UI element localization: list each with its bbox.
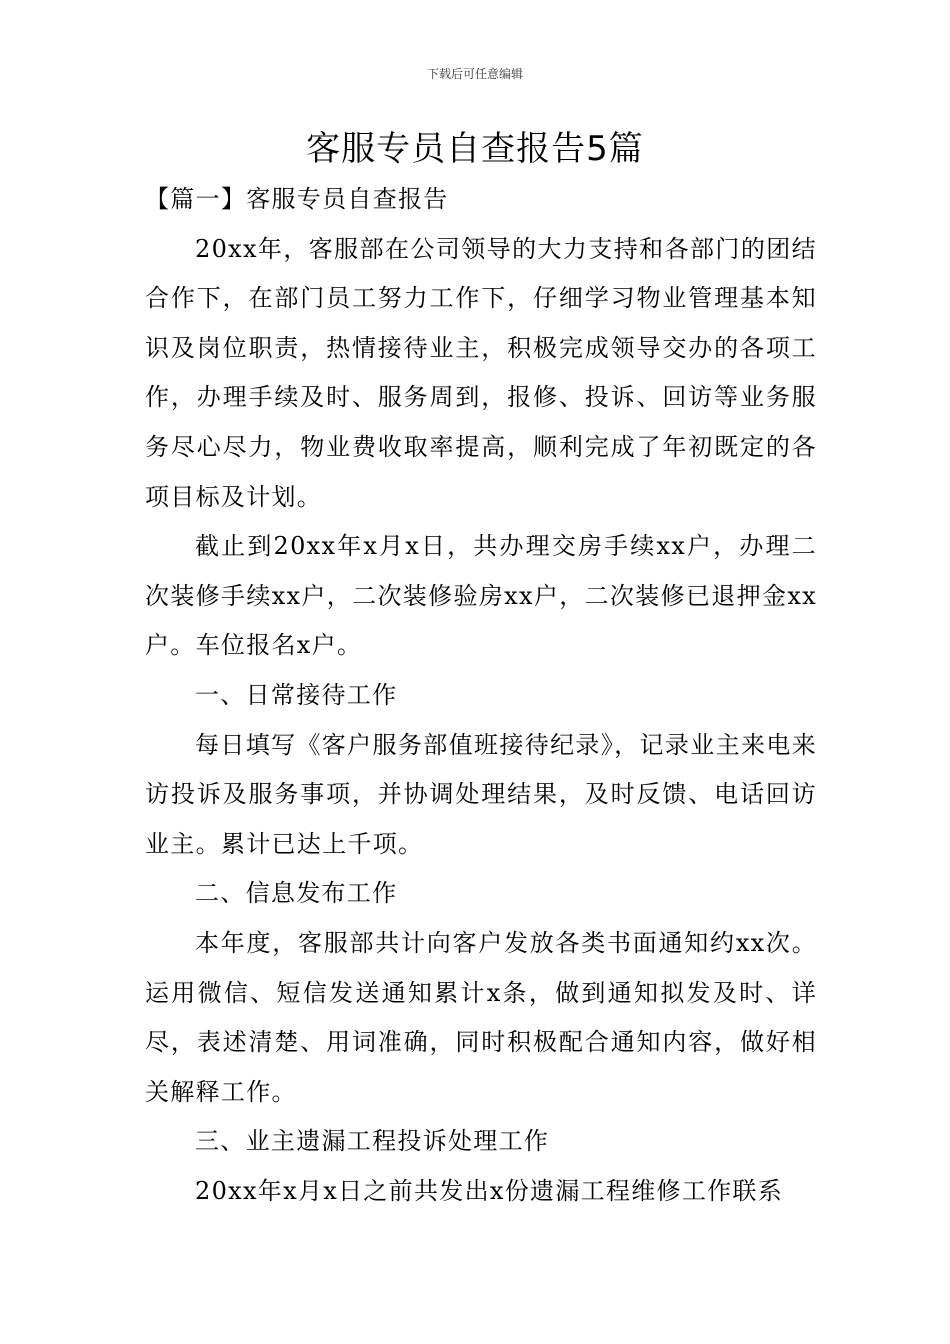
paragraph-statistics: 截止到20xx年x月x日，共办理交房手续xx户，办理二次装修手续xx户，二次装修验房xx户，二次装修已退押金xx户。车位报名x户。 [145, 532, 817, 660]
paragraph-complaints: 20xx年x月x日之前共发出x份遗漏工程维修工作联系 [195, 1176, 784, 1205]
subheading-info-release: 二、信息发布工作 [195, 879, 398, 908]
subheading-complaints: 三、业主遗漏工程投诉处理工作 [195, 1127, 550, 1156]
paragraph-intro: 20xx年，客服部在公司领导的大力支持和各部门的团结合作下，在部门员工努力工作下，仔细学习物业管理基本知识及岗位职责，热情接待业主，积极完成领导交办的各项工作，办理手续及时、服务周到，报修、投诉、回访等业务服务尽心尽力，物业费收取率提高，顺利完成了年初既定的各项目标及计划。 [145, 234, 817, 511]
paragraph-info-release: 本年度，客服部共计向客户发放各类书面通知约xx次。运用微信、短信发送通知累计x条，做到通知拟发及时、详尽，表述清楚、用词准确，同时积极配合通知内容，做好相关解释工作。 [145, 928, 817, 1106]
subheading-daily-reception: 一、日常接待工作 [195, 680, 398, 709]
section-heading: 【篇一】客服专员自查报告 [145, 185, 449, 213]
document-body [145, 175, 817, 1216]
page-header-note: 下载后可任意编辑 [426, 67, 523, 81]
paragraph-daily-reception: 每日填写《客户服务部值班接待纪录》，记录业主来电来访投诉及服务事项，并协调处理结果，及时反馈、电话回访业主。累计已达上千项。 [145, 730, 817, 858]
document-title: 客服专员自查报告5篇 [306, 129, 644, 169]
